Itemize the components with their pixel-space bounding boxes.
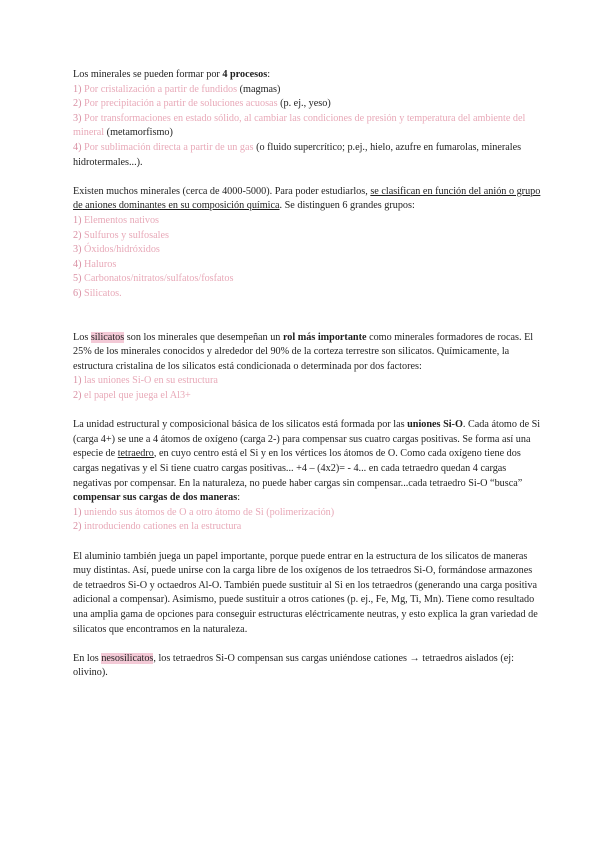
document-page: [73, 68, 543, 681]
way-item-1: 1) uniendo sus átomos de O a otro átomo de Si (polimerización): [73, 506, 335, 518]
factor-item-1: 1) las uniones Si-O en su estructura: [73, 375, 218, 387]
group-item-4: 4) Haluros: [73, 258, 117, 270]
uniones-bold: uniones Si-O: [407, 419, 463, 431]
silicates-paragraph: Los silicatos son los minerales que desempeñan un rol más importante como minerales formadores de rocas. El 25% de los minerales conocidos y alrededor del 90% de la corteza terrestre son silicatos. Químicamente, la estructura cristalina de los silicatos está condicionada o determinada por dos factores:: [73, 331, 534, 372]
processes-bold: 4 procesos: [222, 69, 268, 80]
process-item-3: 3) Por transformaciones en estado sólido, al cambiar las condiciones de presión y temperatura del ambiente del mineral (metamorfismo): [73, 112, 526, 139]
process-item-1: 1) Por cristalización a partir de fundidos (magmas): [73, 83, 281, 95]
group-item-1: 1) Elementos nativos: [73, 214, 160, 226]
nesosilicates-paragraph: En los nesosilicatos, los tetraedros Si-O compensan sus cargas uniéndose cationes → tetraedros aislados (ej: olivino).: [73, 652, 514, 679]
classification-paragraph: Existen muchos minerales (cerca de 4000-5000). Para poder estudiarlos, se clasifican en función del anión o grupo de aniones dominantes en su composición química. Se distinguen 6 grandes grupos:: [73, 185, 541, 212]
group-item-6: 6) Silicatos.: [73, 287, 122, 299]
way-item-2: 2) introduciendo cationes en la estructura: [73, 521, 242, 533]
tetraedro-underline: tetraedro: [117, 448, 154, 460]
group-item-3: 3) Óxidos/hidróxidos: [73, 244, 160, 256]
nesosilicatos-highlight: nesosilicatos: [101, 652, 154, 664]
process-item-2: 2) Por precipitación a partir de soluciones acuosas (p. ej., yeso): [73, 98, 331, 110]
group-item-2: 2) Sulfuros y sulfosales: [73, 229, 169, 241]
aluminium-paragraph: El aluminio también juega un papel importante, porque puede entrar en la estructura de los silicatos de maneras muy distintas. Así, puede unirse con la carga libre de los oxígenos de los tetraedros Si-O, formándose armazones de tetraedros Si-O y octaedros Al-O. También puede sustituir al Si en los tetraedros (generando una carga positiva adicional a compensar). Asimismo, puede sustituir a otros cationes (p. ej., Fe, Mg, Ti, Mn). Tiene como resultado una amplia gama de opciones para conseguir estructuras eléctricamente neutras, y esto explica la gran variedad de silicatos que encontramos en la naturaleza.: [73, 550, 538, 635]
rol-bold: rol más importante: [282, 331, 367, 343]
factor-item-2: 2) el papel que juega el Al3+: [73, 390, 191, 402]
compensar-bold: compensar sus cargas de dos maneras: [73, 492, 238, 504]
silicatos-highlight: silicatos: [90, 331, 125, 343]
group-item-5: 5) Carbonatos/nitratos/sulfatos/fosfatos: [73, 273, 234, 285]
process-item-4: 4) Por sublimación directa a partir de un gas (o fluido supercrítico; p.ej., hielo, azufre en fumarolas, minerales hidrotermales...).: [73, 141, 522, 168]
processes-intro: Los minerales se pueden formar por 4 procesos:: [73, 69, 271, 80]
classification-underline: se clasifican en función del anión o grupo de aniones dominantes en su composición química: [73, 185, 541, 212]
structure-paragraph: La unidad estructural y composicional básica de los silicatos está formada por las uniones Si-O. Cada átomo de Si (carga 4+) se une a 4 átomos de oxígeno (carga 2-) para compensar sus cuatro cargas positivas. Se forma así una especie de tetraedro, en cuyo centro está el Si y en los vértices los átomos de O. Como cada oxígeno tiene dos cargas negativas y el Si tiene cuatro cargas positivas... +4 – (4x2)= - 4... en cada tetraedro quedan 4 cargas negativas por compensar. En la naturaleza, no puede haber cargas sin compensar...cada tetraedro Si-O “busca” compensar sus cargas de dos maneras:: [73, 419, 541, 504]
